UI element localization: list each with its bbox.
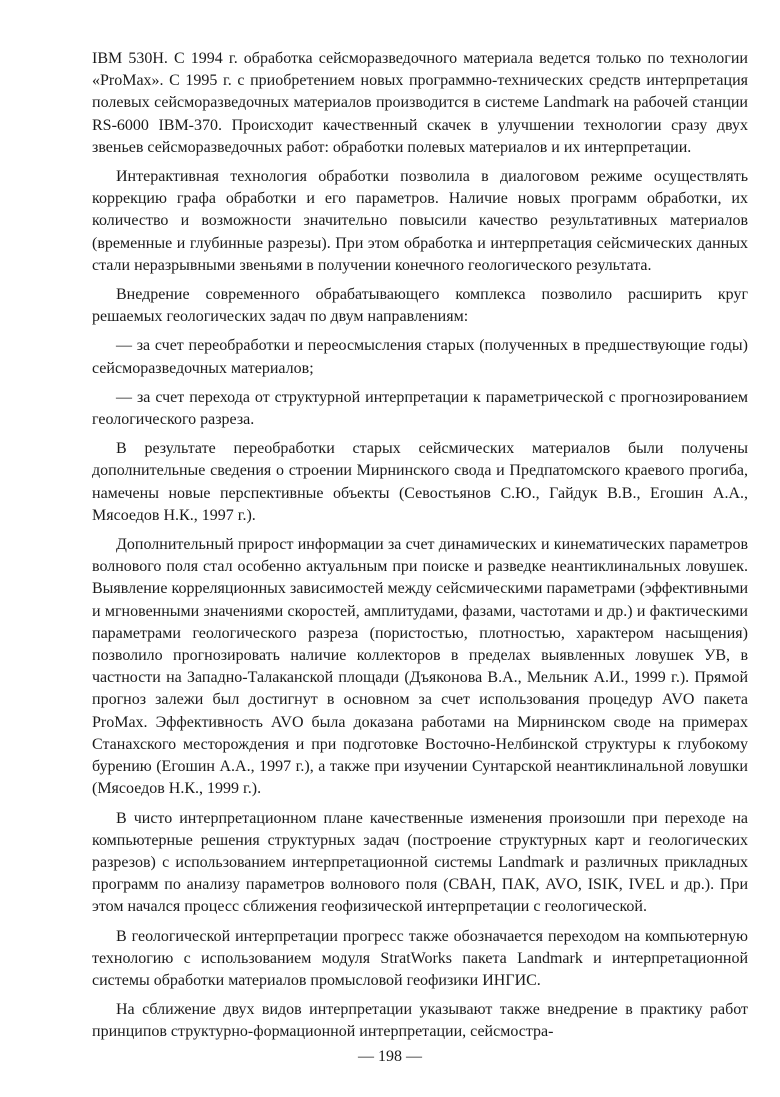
paragraph-9: В геологической интерпретации прогресс также обозначается переходом на компьютерную технологию с использованием модуля StratWorks пакета Landmark и интерпретационной системы обработки материалов промысловой геофизики ИНГИС. bbox=[92, 927, 748, 989]
paragraph-3: Внедрение современного обрабатывающего комплекса позволило расширить круг решаемых геологических задач по двум направлениям: bbox=[92, 286, 748, 326]
paragraph-4: — за счет переобработки и переосмысления старых (полученных в предшествующие годы) сейсморазведочных материалов; bbox=[92, 337, 748, 377]
page-body bbox=[92, 48, 748, 1051]
paragraph-10: На сближение двух видов интерпретации указывают также внедрение в практику работ принципов структурно-формационной интерпретации, сейсмостра- bbox=[92, 1001, 748, 1041]
paragraph-5: — за счет перехода от структурной интерпретации к параметрической с прогнозированием геологического разреза. bbox=[92, 388, 748, 429]
paragraph-7: Дополнительный прирост информации за счет динамических и кинематических параметров волнового поля стал особенно актуальным при поиске и разведке неантиклинальных ловушек. Выявление корреляционных зависимостей между сейсмическими параметрами (эффективными и мгновенными значениями скоростей, амплитудами, фазами, частотами и др.) и фактическими параметрами геологического разреза (пористостью, плотностью, характером насыщения) позволило прогнозировать наличие коллекторов в пределах выявленных ловушек УВ, в частности на Западно-Талаканской площади (Дъяконова В.А., Мельник А.И., 1999 г.). Прямой прогноз залежи был достигнут в основном за счет использования процедур AVO пакета ProMax. Эффективность AVO была доказана работами на Мирнинском своде на примерах Станахского месторождения и при подготовке Восточно-Нелбинской структуры к глубокому бурению (Егошин А.А., 1997 г.), а также при изучении Сунтарской неантиклинальной ловушки (Мясоедов Н.К., 1999 г.). bbox=[92, 536, 748, 798]
paragraph-6: В результате переобработки старых сейсмических материалов были получены дополнительные сведения о строении Мирнинского свода и Предпатомского краевого прогиба, намечены новые перспективные объекты (Севостьянов С.Ю., Гайдук В.В., Егошин А.А., Мясоедов Н.К., 1997 г.). bbox=[92, 440, 748, 524]
paragraph-1: IBM 530Н. С 1994 г. обработка сейсморазведочного материала ведется только по технологии «ProMax». С 1995 г. с приобретением новых программно-технических средств интерпретация полевых сейсморазведочных материалов производится в системе Landmark на рабочей станции RS-6000 IBM-370. Происходит качественный скачек в улучшении технологии сразу двух звеньев сейсморазведочных работ: обработки полевых материалов и их интерпретации. bbox=[92, 50, 748, 156]
page-number: — 198 — bbox=[358, 1048, 422, 1065]
paragraph-8: В чисто интерпретационном плане качественные изменения произошли при переходе на компьютерные решения структурных задач (построение структурных карт и геологических разрезов) с использованием интерпретационной системы Landmark и различных прикладных программ по анализу параметров волнового поля (СВАН, ПАК, AVO, ISIK, IVEL и др.). При этом начался процесс сближения геофизической интерпретации с геологической. bbox=[92, 809, 748, 916]
paragraph-2: Интерактивная технология обработки позволила в диалоговом режиме осуществлять коррекцию графа обработки и его параметров. Наличие новых программ обработки, их количество и возможности значительно повысили качество результативных материалов (временные и глубинные разрезы). При этом обработка и интерпретация сейсмических данных стали неразрывными звеньями в получении конечного геологического результата. bbox=[92, 168, 748, 274]
